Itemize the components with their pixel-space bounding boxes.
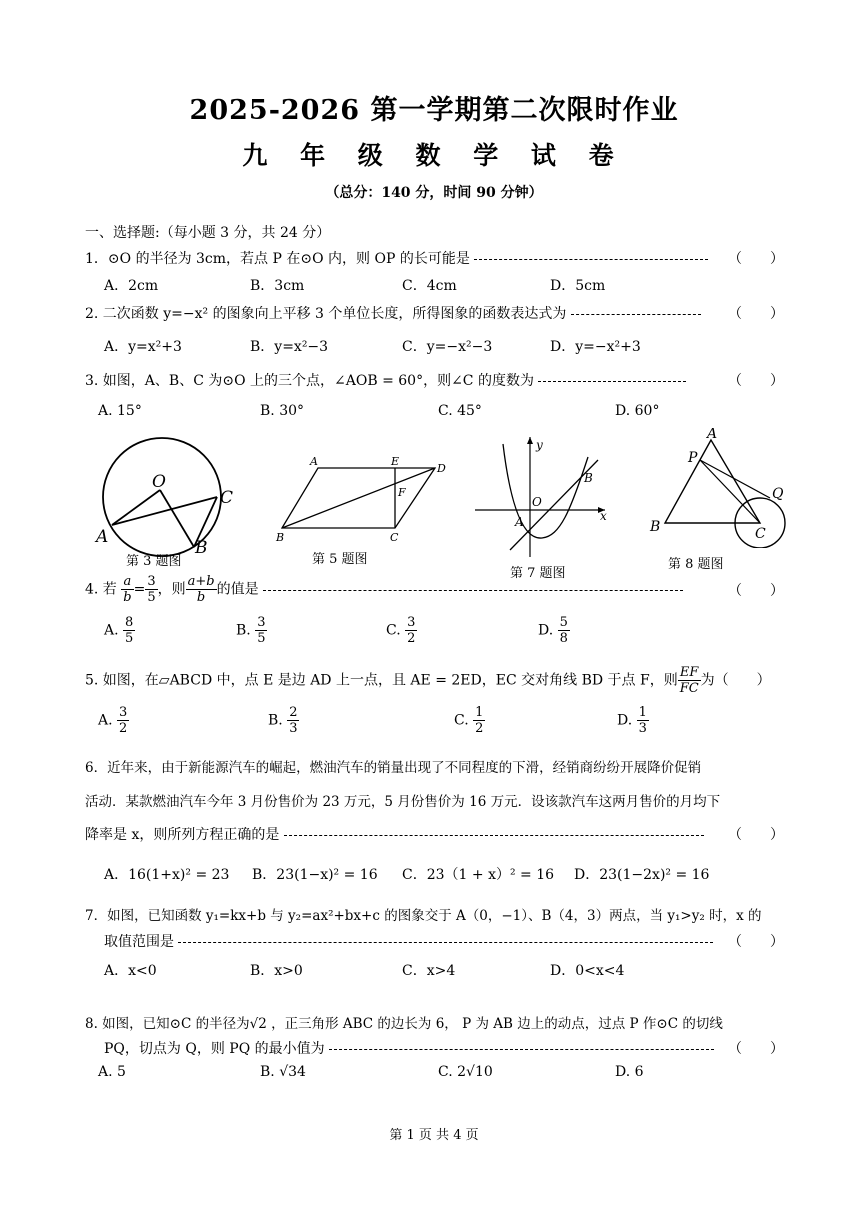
- frac-num: a+b: [187, 574, 215, 589]
- option-fraction: [117, 705, 129, 736]
- leader-dashes: [329, 1048, 714, 1050]
- q2-option-d[interactable]: D．y=−x²+3: [550, 339, 641, 355]
- q4-option-a[interactable]: [104, 615, 135, 646]
- label-b: B: [195, 538, 208, 558]
- option-label: A.: [98, 712, 113, 729]
- q4-fraction-a-b: [121, 574, 133, 605]
- label-a: A: [96, 527, 109, 547]
- q1-text: [85, 248, 708, 268]
- exam-subtitle: 九 年 级 数 学 试 卷: [242, 141, 626, 170]
- option-label: C.: [386, 622, 401, 639]
- q8-line2: [104, 1038, 714, 1058]
- q5-fraction-ef-fc: [678, 665, 701, 696]
- frac-den: FC: [679, 681, 699, 696]
- q8-option-d[interactable]: D. 6: [615, 1064, 644, 1080]
- frac-den: 2: [407, 631, 416, 646]
- frac-den: 2: [119, 721, 128, 736]
- leader-dashes: [178, 941, 713, 943]
- option-fraction: [473, 705, 485, 736]
- label-y: y: [536, 438, 543, 452]
- q1-option-a[interactable]: A．2cm: [104, 278, 159, 294]
- option-fraction: [405, 615, 417, 646]
- exam-score-note: （总分：140 分，时间 90 分钟）: [325, 185, 543, 201]
- q4-mid: ，则: [157, 581, 186, 598]
- leader-dashes: [571, 313, 701, 315]
- q6-stem-end: 降率是 x，则所列方程正确的是: [85, 827, 280, 843]
- q6-option-a[interactable]: A．16(1+x)² = 23: [104, 867, 230, 883]
- q7-option-d[interactable]: D．0<x<4: [550, 963, 625, 979]
- leader-dashes: [284, 834, 704, 836]
- frac-num: 1: [475, 705, 484, 720]
- figure-q5-caption: 第 5 题图: [312, 552, 368, 567]
- equals-sign: =: [133, 581, 146, 598]
- frac-den: 2: [475, 721, 484, 736]
- option-label: D.: [617, 712, 633, 729]
- figure-q3-caption: 第 3 题图: [126, 554, 182, 569]
- q2-stem: 2. 二次函数 y=−x² 的图象向上平移 3 个单位长度，所得图象的函数表达式为: [85, 306, 567, 322]
- frac-den: 5: [257, 631, 266, 646]
- q8-option-b[interactable]: B. √34: [260, 1064, 306, 1080]
- option-fraction: [558, 615, 570, 646]
- option-fraction: [637, 705, 649, 736]
- q6-line3: [85, 824, 704, 844]
- label-a: A: [707, 428, 718, 442]
- frac-den: 3: [638, 721, 647, 736]
- figure-q8-triangle: [645, 428, 795, 548]
- q2-option-a[interactable]: A．y=x²+3: [104, 339, 182, 355]
- frac-num: a: [121, 574, 133, 590]
- q5-text: [85, 665, 771, 696]
- frac-num: 3: [147, 574, 156, 589]
- label-c: C: [390, 531, 399, 544]
- option-fraction: [255, 615, 267, 646]
- figure-q3-circle: [90, 425, 250, 560]
- q4-answer-paren[interactable]: （ ）: [728, 583, 784, 599]
- frac-den: b: [123, 590, 132, 605]
- q4-suffix: 的值是: [216, 581, 259, 598]
- label-b: B: [276, 531, 285, 544]
- q8-answer-paren[interactable]: （ ）: [728, 1041, 784, 1057]
- frac-num: 3: [119, 705, 128, 720]
- q7-option-c[interactable]: C．x>4: [402, 963, 456, 979]
- q5-suffix: 为（ ）: [700, 672, 771, 689]
- frac-den: 5: [125, 631, 134, 646]
- label-x: x: [600, 509, 607, 523]
- option-label: B.: [268, 712, 283, 729]
- label-o: O: [152, 472, 166, 492]
- label-c: C: [755, 526, 766, 542]
- q1-option-d[interactable]: D．5cm: [550, 278, 606, 294]
- frac-num: 3: [257, 615, 266, 630]
- frac-num: EF: [678, 665, 701, 681]
- q5-option-b[interactable]: [268, 705, 299, 736]
- figure-q7-caption: 第 7 题图: [510, 566, 566, 581]
- q6-option-c[interactable]: C．23（1 + x）² = 16: [402, 867, 555, 883]
- q8-line1: 8. 如图，已知⊙C 的半径为√2 ，正三角形 ABC 的边长为 6， P 为 AB 边上的动点，过点 P 作⊙C 的切线: [85, 1016, 723, 1032]
- frac-den: 8: [559, 631, 568, 646]
- option-label: B.: [236, 622, 251, 639]
- label-d: D: [437, 462, 446, 475]
- frac-num: 3: [407, 615, 416, 630]
- q3-option-d[interactable]: D. 60°: [615, 403, 660, 419]
- label-e: E: [391, 455, 400, 468]
- frac-den: b: [196, 590, 206, 605]
- q6-option-b[interactable]: B．23(1−x)² = 16: [252, 867, 378, 883]
- label-p: P: [688, 450, 698, 466]
- option-label: A.: [104, 622, 119, 639]
- q4-fraction-ab-b: [186, 574, 217, 605]
- q1-answer-paren[interactable]: （ ）: [728, 251, 784, 267]
- q6-line2: 活动．某款燃油汽车今年 3 月份售价为 23 万元，5 月份售价为 16 万元．设该款汽车这两月售价的月均下: [85, 794, 721, 810]
- label-b: B: [584, 471, 593, 485]
- leader-dashes: [263, 589, 683, 591]
- option-fraction: [123, 615, 135, 646]
- q8-option-a[interactable]: A. 5: [98, 1064, 126, 1080]
- q7-stem-end: 取值范围是: [104, 934, 174, 950]
- q5-option-c[interactable]: [454, 705, 485, 736]
- q7-line1: 7．如图，已知函数 y₁=kx+b 与 y₂=ax²+bx+c 的图象交于 A（0，−1）、B（4，3）两点，当 y₁>y₂ 时，x 的: [85, 908, 762, 924]
- page-number: 第 1 页 共 4 页: [389, 1128, 479, 1143]
- q7-option-a[interactable]: A．x<0: [104, 963, 157, 979]
- option-label: C.: [454, 712, 469, 729]
- q2-option-c[interactable]: C．y=−x²−3: [402, 339, 493, 355]
- q6-answer-paren[interactable]: （ ）: [728, 827, 784, 843]
- q4-option-b[interactable]: [236, 615, 267, 646]
- option-fraction: [287, 705, 299, 736]
- q3-option-b[interactable]: B. 30°: [260, 403, 305, 419]
- q1-option-c[interactable]: C．4cm: [402, 278, 457, 294]
- q4-fraction-3-5: [145, 574, 157, 605]
- exam-title: 2025-2026 第一学期第二次限时作业: [189, 95, 679, 126]
- q2-answer-paren[interactable]: （ ）: [728, 306, 784, 322]
- leader-dashes: [474, 258, 708, 260]
- q8-stem-end: PQ，切点为 Q，则 PQ 的最小值为: [104, 1041, 325, 1057]
- q7-answer-paren[interactable]: （ ）: [728, 934, 784, 950]
- q8-option-c[interactable]: C. 2√10: [438, 1064, 493, 1080]
- q5-option-a[interactable]: [98, 705, 129, 736]
- frac-den: 5: [147, 590, 156, 605]
- label-o: O: [532, 495, 542, 509]
- q7-option-b[interactable]: B．x>0: [250, 963, 303, 979]
- frac-num: 2: [289, 705, 298, 720]
- q3-answer-paren[interactable]: （ ）: [728, 373, 784, 389]
- q3-text: [85, 370, 686, 390]
- label-c: C: [220, 488, 234, 508]
- q5-option-d[interactable]: [617, 705, 649, 736]
- q1-option-b[interactable]: B．3cm: [250, 278, 305, 294]
- q4-option-c[interactable]: [386, 615, 417, 646]
- q3-option-a[interactable]: A. 15°: [98, 403, 142, 419]
- frac-den: 3: [289, 721, 298, 736]
- q4-option-d[interactable]: [538, 615, 570, 646]
- q3-option-c[interactable]: C. 45°: [438, 403, 482, 419]
- label-a: A: [515, 515, 524, 529]
- q5-stem: 5. 如图，在▱ABCD 中，点 E 是边 AD 上一点，且 AE = 2ED，EC 交对角线 BD 于点 F，则: [85, 672, 678, 689]
- option-label: D.: [538, 622, 554, 639]
- q6-option-d[interactable]: D．23(1−2x)² = 16: [574, 867, 710, 883]
- q2-text: [85, 303, 701, 323]
- frac-num: 8: [125, 615, 134, 630]
- figure-q8-caption: 第 8 题图: [668, 557, 724, 572]
- q6-line1: 6．近年来，由于新能源汽车的崛起，燃油汽车的销量出现了不同程度的下滑，经销商纷纷开展降价促销: [85, 760, 702, 776]
- frac-num: 5: [559, 615, 568, 630]
- q1-stem: 1．⊙O 的半径为 3cm，若点 P 在⊙O 内，则 OP 的长可能是: [85, 251, 470, 267]
- q4-prefix: 4. 若: [85, 581, 117, 598]
- figure-q7-graph: [470, 432, 620, 560]
- leader-dashes: [538, 380, 686, 382]
- q3-stem: 3. 如图，A、B、C 为⊙O 上的三个点，∠AOB = 60°，则∠C 的度数为: [85, 373, 534, 389]
- label-b: B: [650, 519, 661, 535]
- figure-q5-parallelogram: [270, 450, 455, 545]
- frac-num: 1: [638, 705, 647, 720]
- q2-option-b[interactable]: B．y=x²−3: [250, 339, 329, 355]
- label-f: F: [398, 486, 406, 499]
- section-heading: 一、选择题:（每小题 3 分，共 24 分）: [85, 225, 331, 241]
- label-q: Q: [772, 486, 784, 502]
- q7-line2: [104, 931, 713, 951]
- label-a: A: [310, 455, 318, 468]
- q4-text: [85, 574, 683, 605]
